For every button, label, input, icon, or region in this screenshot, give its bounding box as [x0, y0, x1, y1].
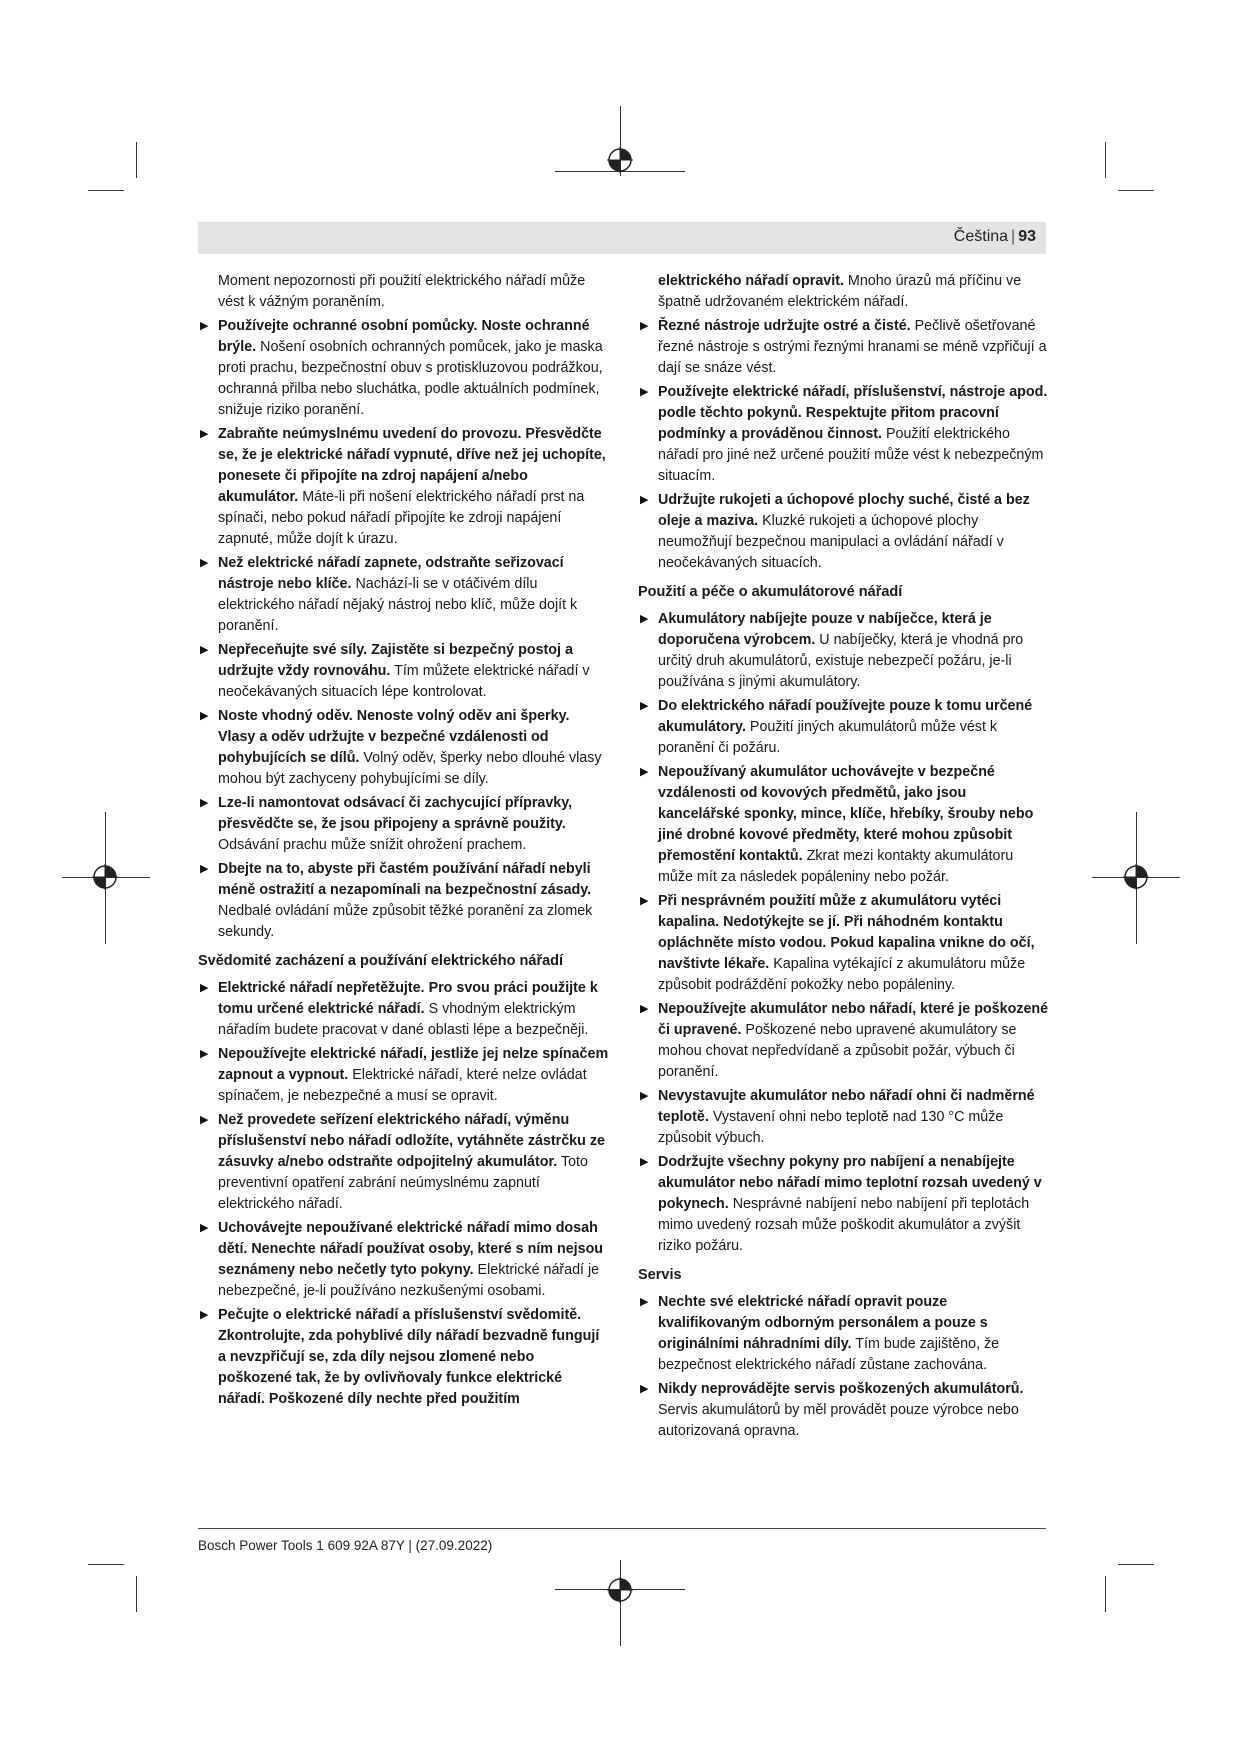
list-item — [198, 553, 610, 637]
registration-target-icon — [1123, 864, 1149, 890]
safety-list — [638, 316, 1052, 574]
registration-target-icon — [607, 1577, 633, 1603]
item-bold: Akumulátory nabíjejte pouze v nabíječce, která je doporučena výrobcem. — [658, 611, 992, 648]
list-item — [198, 706, 610, 790]
service-list — [638, 1292, 1052, 1442]
continuation-bold: elektrického nářadí opravit. — [658, 273, 844, 289]
crop-mark — [1105, 142, 1106, 178]
item-text: Zkrat mezi kontakty akumulátoru může mít za následek popáleniny nebo požár. — [658, 848, 1014, 885]
footer-rule — [198, 1528, 1046, 1529]
item-bold: Používejte elektrické nářadí, příslušenství, nástroje apod. podle těchto pokynů. Respektujte přitom pracovní podmínky a prováděnou činnost. — [658, 384, 1048, 442]
list-item — [638, 1379, 1052, 1442]
item-text: Elektrické nářadí je nebezpečné, je-li používáno nezkušenými osobami. — [218, 1262, 600, 1299]
item-text: Kluzké rukojeti a úchopové plochy neumožňují bezpečnou manipulaci a ovládání nářadí v neočekávaných situacích. — [658, 513, 1004, 571]
page-number: 93 — [1018, 228, 1036, 245]
item-bold: Nechte své elektrické nářadí opravit pouze kvalifikovaným odborným personálem a pouze s originálními náhradními díly. — [658, 1294, 988, 1352]
item-text: Použití elektrického nářadí pro jiné než určené použití může vést k nebezpečným situacím. — [658, 426, 1044, 484]
list-item — [198, 793, 610, 856]
item-bold: Nepoužívaný akumulátor uchovávejte v bezpečné vzdálenosti od kovových předmětů, jako jsou kancelářské sponky, mince, klíče, hřebíky, šrouby nebo jiné drobné kovové předměty, které mohou způsobit přemostění kontaktů. — [658, 764, 1034, 864]
section-heading: Svědomité zacházení a používání elektrického nářadí — [198, 953, 564, 969]
header-text — [954, 228, 1036, 246]
list-item — [638, 696, 1052, 759]
item-text: Nachází-li se v otáčivém dílu elektrického nářadí nějaký nástroj nebo klíč, může dojít k poranění. — [218, 576, 578, 634]
item-bold: Používejte ochranné osobní pomůcky. Noste ochranné brýle. — [218, 318, 590, 355]
item-bold: Nevystavujte akumulátor nebo nářadí ohni či nadměrné teplotě. — [658, 1088, 1035, 1125]
list-item — [638, 1292, 1052, 1376]
item-bold: Nepoužívejte elektrické nářadí, jestliže jej nelze spínačem zapnout a vypnout. — [218, 1046, 609, 1083]
list-item — [198, 859, 610, 943]
item-bold: Pečujte o elektrické nářadí a příslušenství svědomitě. Zkontrolujte, zda pohyblivé díly nářadí bezvadně fungují a nevzpřičují se, zda díly nejsou zlomené nebo poškozené tak, že by ovlivňovaly funkce elektrické nářadí. Poškozené díly nechte před použitím — [218, 1307, 600, 1407]
crop-mark — [88, 1564, 124, 1565]
continuation-paragraph — [658, 271, 1052, 313]
item-text: Poškozené nebo upravené akumulátory se mohou chovat nepředvídaně a způsobit požár, výbuch či poranění. — [658, 1022, 1017, 1080]
list-item — [638, 382, 1052, 487]
crop-mark — [1118, 1564, 1154, 1565]
list-item — [198, 1305, 610, 1410]
safety-list — [198, 978, 610, 1410]
section-heading: Použití a péče o akumulátorové nářadí — [638, 584, 903, 600]
list-item — [638, 316, 1052, 379]
item-text: Servis akumulátorů by měl provádět pouze výrobce nebo autorizovaná opravna. — [658, 1402, 1019, 1439]
item-bold: Dodržujte všechny pokyny pro nabíjení a nenabíjejte akumulátor nebo nářadí mimo teplotní rozsah uvedený v pokynech. — [658, 1154, 1042, 1212]
item-bold: Do elektrického nářadí používejte pouze k tomu určené akumulátory. — [658, 698, 1033, 735]
header-separator: | — [1011, 228, 1016, 245]
item-text: Pečlivě ošetřované řezné nástroje s ostrými řeznými hranami se méně vzpřičují a dají se snáze vést. — [658, 318, 1047, 376]
item-text: S vhodným elektrickým nářadím budete pracovat v dané oblasti lépe a bezpečněji. — [218, 1001, 589, 1038]
item-text: Nošení osobních ochranných pomůcek, jako je maska proti prachu, bezpečnostní obuv s protiskluzovou podrážkou, ochranná přilba nebo sluchátka, podle aktuálních podmínek, snižuje riziko poranění. — [218, 339, 603, 418]
section-heading: Servis — [638, 1267, 682, 1283]
battery-list — [638, 609, 1052, 1257]
item-bold: Nepřeceňujte své síly. Zajistěte si bezpečný postoj a udržujte vždy rovnováhu. — [218, 642, 573, 679]
item-bold: Dbejte na to, abyste při častém používání nářadí nebyli méně ostražití a nezapomínali na bezpečnostní zásady. — [218, 861, 592, 898]
left-column — [198, 271, 610, 1413]
registration-target-icon — [607, 147, 633, 173]
item-text: Použití jiných akumulátorů může vést k poranění či požáru. — [658, 719, 998, 756]
list-item — [198, 1110, 610, 1215]
continuation-text: Mnoho úrazů má příčinu ve špatně udržovaném elektrickém nářadí. — [658, 273, 1022, 310]
item-bold: Uchovávejte nepoužívané elektrické nářadí mimo dosah dětí. Nenechte nářadí používat osoby, které s ním nejsou seznámeny nebo nečetly tyto pokyny. — [218, 1220, 604, 1278]
list-item — [198, 1044, 610, 1107]
item-bold: Při nesprávném použití může z akumulátoru vytéci kapalina. Nedotýkejte se jí. Při náhodném kontaktu opláchněte místo vodou. Pokud kapalina vnikne do očí, navštivte lékaře. — [658, 893, 1035, 972]
item-text: U nabíječky, která je vhodná pro určitý druh akumulátorů, existuje nebezpečí požáru, je-li používána s jinými akumulátory. — [658, 632, 1024, 690]
crop-mark — [88, 190, 124, 191]
item-bold: Noste vhodný oděv. Nenoste volný oděv ani šperky. Vlasy a oděv udržujte v bezpečné vzdálenosti od pohybujících se dílů. — [218, 708, 570, 766]
registration-target-icon — [92, 864, 118, 890]
list-item — [198, 1218, 610, 1302]
list-item — [198, 978, 610, 1041]
item-text: Volný oděv, šperky nebo dlouhé vlasy mohou být zachyceny pohybujícími se díly. — [218, 750, 602, 787]
item-text: Vystavení ohni nebo teplotě nad 130 °C může způsobit výbuch. — [658, 1109, 1004, 1146]
item-text: Nedbalé ovládání může způsobit těžké poranění za zlomek sekundy. — [218, 903, 593, 940]
crop-mark — [1118, 190, 1154, 191]
crop-mark — [136, 142, 137, 178]
item-text: Toto preventivní opatření zabrání neúmyslnému zapnutí elektrického nářadí. — [218, 1154, 588, 1212]
item-bold: Než elektrické nářadí zapnete, odstraňte seřizovací nástroje nebo klíče. — [218, 555, 564, 592]
registration-line — [620, 1560, 621, 1646]
list-item — [638, 891, 1052, 996]
list-item — [198, 316, 610, 421]
item-bold: Řezné nástroje udržujte ostré a čisté. — [658, 318, 911, 334]
crop-mark — [1105, 1576, 1106, 1612]
page-header — [198, 222, 1046, 254]
item-bold: Než provedete seřízení elektrického nářadí, výměnu příslušenství nebo nářadí odložíte, vytáhněte zástrčku ze zásuvky a/nebo odstraňte odpojitelný akumulátor. — [218, 1112, 605, 1170]
item-text: Odsávání prachu může snížit ohrožení prachem. — [218, 837, 527, 853]
item-text: Elektrické nářadí, které nelze ovládat spínačem, je nebezpečné a musí se opravit. — [218, 1067, 587, 1104]
list-item — [638, 762, 1052, 888]
list-item — [198, 424, 610, 550]
item-text: Máte-li při nošení elektrického nářadí prst na spínači, nebo pokud nářadí připojíte ke zdroji napájení zapnuté, může dojít k úrazu. — [218, 489, 585, 547]
list-item — [198, 640, 610, 703]
item-bold: Nikdy neprovádějte servis poškozených akumulátorů. — [658, 1381, 1024, 1397]
item-bold: Elektrické nářadí nepřetěžujte. Pro svou práci použijte k tomu určené elektrické nářadí. — [218, 980, 598, 1017]
safety-list — [198, 316, 610, 943]
list-item — [638, 999, 1052, 1083]
header-language: Čeština — [953, 228, 1009, 245]
item-text: Kapalina vytékající z akumulátoru může způsobit podráždění pokožky nebo popáleniny. — [658, 956, 1026, 993]
item-bold: Udržujte rukojeti a úchopové plochy suché, čisté a bez oleje a maziva. — [658, 492, 1030, 529]
intro-paragraph: Moment nepozornosti při použití elektrického nářadí může vést k vážným poraněním. — [218, 273, 586, 310]
item-bold: Lze-li namontovat odsávací či zachycující přípravky, přesvědčte se, že jsou připojeny a správně použity. — [218, 795, 573, 832]
right-column — [638, 271, 1052, 1445]
list-item — [638, 1152, 1052, 1257]
item-bold: Nepoužívejte akumulátor nebo nářadí, které je poškozené či upravené. — [658, 1001, 1049, 1038]
item-text: Tím bude zajištěno, že bezpečnost elektrického nářadí zůstane zachována. — [658, 1336, 1000, 1373]
list-item — [638, 1086, 1052, 1149]
crop-mark — [136, 1576, 137, 1612]
list-item — [638, 609, 1052, 693]
list-item — [638, 490, 1052, 574]
item-bold: Zabraňte neúmyslnému uvedení do provozu. Přesvědčte se, že je elektrické nářadí vypnuté, dříve než jej uchopíte, ponesete či připojíte na zdroj napájení a/nebo akumulátor. — [218, 426, 606, 505]
item-text: Tím můžete elektrické nářadí v neočekávaných situacích lépe kontrolovat. — [218, 663, 590, 700]
item-text: Nesprávné nabíjení nebo nabíjení při teplotách mimo uvedený rozsah může poškodit akumulátor a zvýšit riziko požáru. — [658, 1196, 1030, 1254]
page-footer: Bosch Power Tools 1 609 92A 87Y | (27.09.2022) — [198, 1538, 493, 1553]
